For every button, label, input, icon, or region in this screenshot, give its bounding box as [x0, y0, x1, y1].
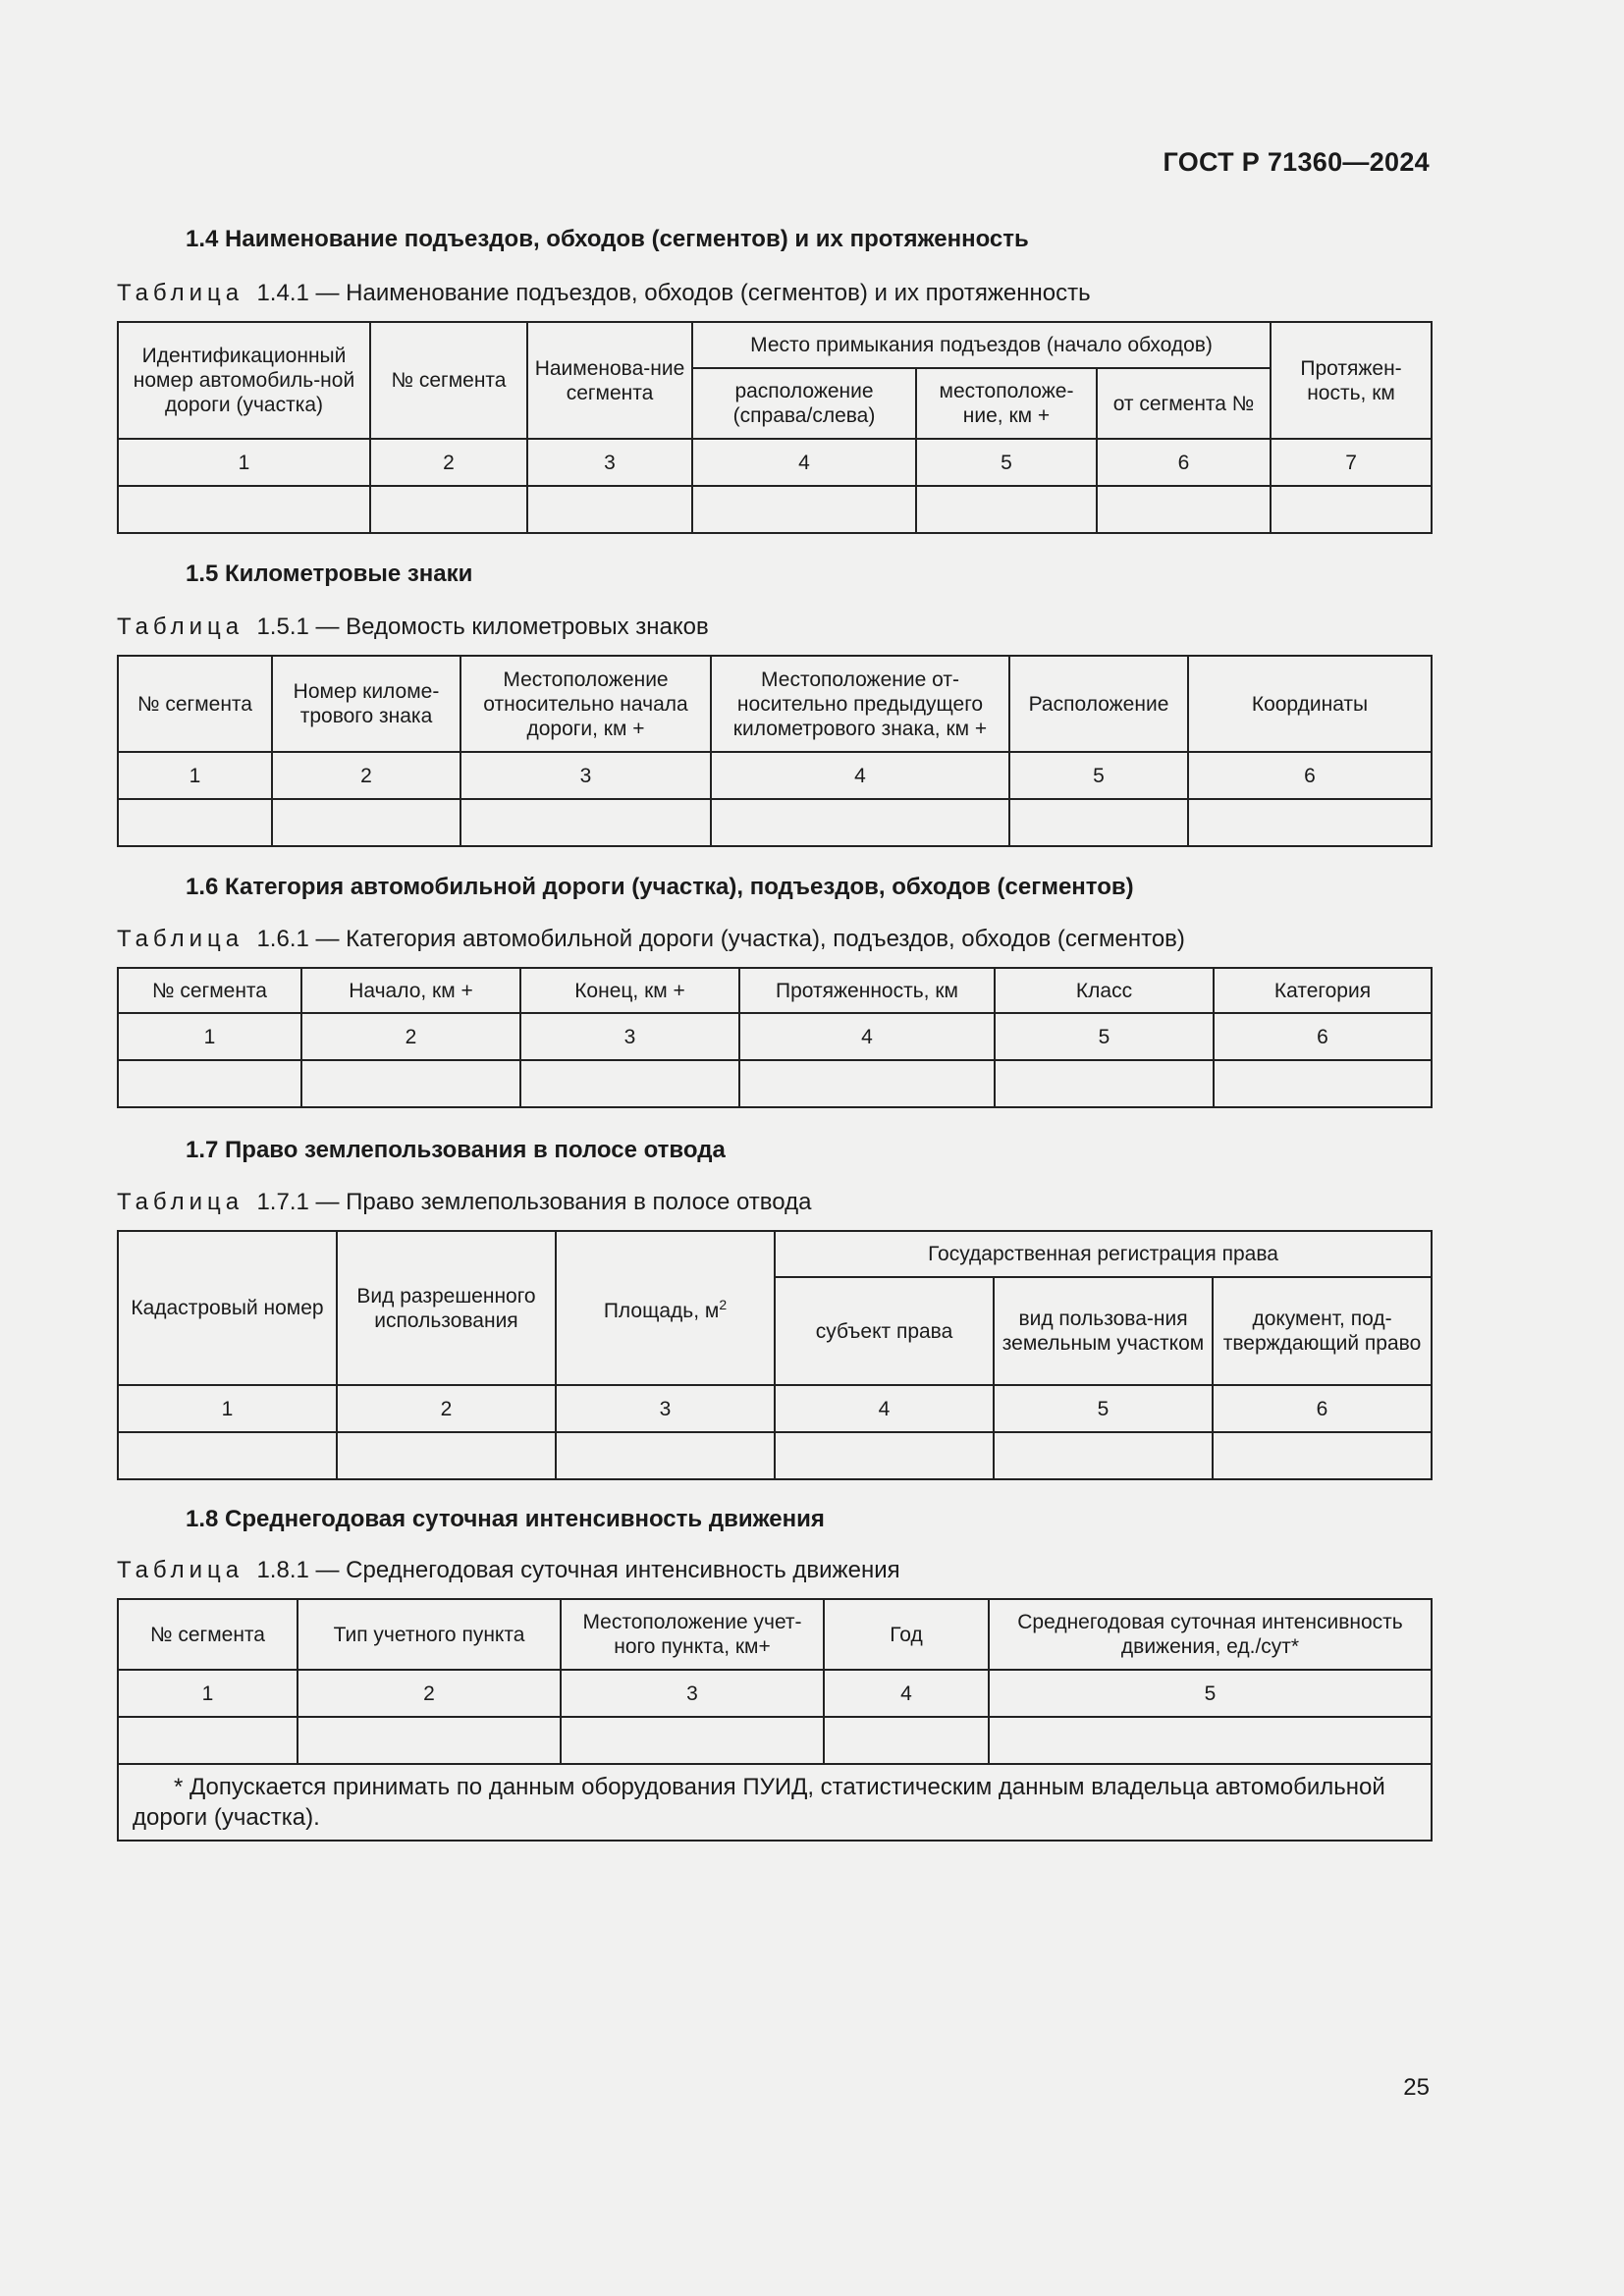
caption-text: 1.7.1 — Право землепользования в полосе отвода	[256, 1189, 812, 1215]
empty-cell	[1271, 486, 1432, 533]
column-number: 2	[301, 1013, 520, 1060]
table-1-8-1	[117, 1598, 1433, 1842]
column-number: 3	[527, 439, 692, 486]
column-number: 4	[711, 752, 1009, 799]
caption-text: 1.8.1 — Среднегодовая суточная интенсивность движения	[256, 1557, 900, 1583]
section-heading-1-5: 1.5 Километровые знаки	[186, 561, 473, 587]
empty-cell	[118, 1060, 301, 1107]
empty-cell	[1188, 799, 1432, 846]
caption-word: Таблица	[117, 1189, 244, 1215]
empty-cell	[118, 1717, 298, 1764]
empty-cell	[739, 1060, 995, 1107]
caption-word: Таблица	[117, 1557, 244, 1583]
table-caption-1-8-1	[117, 1557, 900, 1584]
header-km-sign-number: Номер киломе-трового знака	[272, 656, 460, 752]
header-land-use-type: вид пользова-ния земельным участком	[994, 1277, 1213, 1385]
header-category: Категория	[1214, 968, 1432, 1013]
column-number: 6	[1213, 1385, 1432, 1432]
table-row	[118, 799, 1432, 846]
column-number: 2	[272, 752, 460, 799]
header-segment-number: № сегмента	[118, 1599, 298, 1670]
caption-word: Таблица	[117, 926, 244, 952]
header-average-intensity: Среднегодовая суточная интенсивность движения, ед./сут*	[989, 1599, 1432, 1670]
empty-cell	[1214, 1060, 1432, 1107]
empty-cell	[527, 486, 692, 533]
header-from-segment: от сегмента №	[1097, 368, 1271, 439]
empty-cell	[298, 1717, 561, 1764]
header-segment-number: № сегмента	[118, 968, 301, 1013]
header-segment-number: № сегмента	[370, 322, 527, 439]
section-heading-1-4: 1.4 Наименование подъездов, обходов (сегментов) и их протяженность	[186, 226, 1029, 252]
footnote-text: * Допускается принимать по данным оборудования ПУИД, статистическим данным владельца автомобильной дороги (участка).	[133, 1774, 1385, 1831]
header-junction-group: Место примыкания подъездов (начало обходов)	[692, 322, 1271, 368]
header-length: Протяжен-ность, км	[1271, 322, 1432, 439]
header-length: Протяженность, км	[739, 968, 995, 1013]
column-number: 1	[118, 1013, 301, 1060]
column-number: 4	[824, 1670, 989, 1717]
empty-cell	[118, 799, 272, 846]
empty-cell	[118, 486, 370, 533]
column-number: 5	[995, 1013, 1214, 1060]
column-number: 1	[118, 439, 370, 486]
section-heading-1-7: 1.7 Право землепользования в полосе отвода	[186, 1137, 726, 1163]
document-standard-header: ГОСТ Р 71360—2024	[1163, 147, 1430, 177]
header-counting-point-location: Местоположение учет-ного пункта, км+	[561, 1599, 824, 1670]
header-end-km: Конец, км +	[520, 968, 739, 1013]
table-caption-1-6-1	[117, 926, 1185, 953]
caption-text: 1.5.1 — Ведомость километровых знаков	[256, 614, 709, 640]
column-number: 6	[1214, 1013, 1432, 1060]
header-year: Год	[824, 1599, 989, 1670]
empty-cell	[1213, 1432, 1432, 1479]
empty-cell	[824, 1717, 989, 1764]
column-number: 3	[460, 752, 711, 799]
empty-cell	[272, 799, 460, 846]
header-right-holder: субъект права	[775, 1277, 994, 1385]
empty-cell	[1009, 799, 1188, 846]
empty-cell	[370, 486, 527, 533]
column-number: 1	[118, 1385, 337, 1432]
empty-cell	[301, 1060, 520, 1107]
table-row	[118, 486, 1432, 533]
page-number: 25	[1403, 2074, 1430, 2101]
empty-cell	[916, 486, 1097, 533]
table-caption-1-7-1	[117, 1189, 811, 1216]
empty-cell	[118, 1432, 337, 1479]
header-location-from-start: Местоположение относительно начала дороги, км +	[460, 656, 711, 752]
empty-cell	[989, 1717, 1432, 1764]
section-heading-1-6: 1.6 Категория автомобильной дороги (участка), подъездов, обходов (сегментов)	[186, 874, 1134, 900]
header-confirming-document: документ, под-тверждающий право	[1213, 1277, 1432, 1385]
table-1-4-1	[117, 321, 1433, 534]
empty-cell	[556, 1432, 775, 1479]
table-row	[118, 1432, 1432, 1479]
column-number: 4	[692, 439, 916, 486]
header-segment-name: Наименова-ние сегмента	[527, 322, 692, 439]
header-road-id: Идентификационный номер автомобиль-ной дороги (участка)	[118, 322, 370, 439]
table-row	[118, 1717, 1432, 1764]
column-number: 5	[989, 1670, 1432, 1717]
column-number: 5	[916, 439, 1097, 486]
column-number: 1	[118, 1670, 298, 1717]
header-area	[556, 1231, 775, 1385]
column-number: 4	[739, 1013, 995, 1060]
empty-cell	[775, 1432, 994, 1479]
header-counting-point-type: Тип учетного пункта	[298, 1599, 561, 1670]
table-row	[118, 1060, 1432, 1107]
area-label: Площадь, м	[603, 1300, 720, 1322]
header-location-km: местоположе-ние, км +	[916, 368, 1097, 439]
header-permitted-use: Вид разрешенного использования	[337, 1231, 556, 1385]
empty-cell	[337, 1432, 556, 1479]
table-caption-1-5-1	[117, 614, 709, 641]
header-segment-number: № сегмента	[118, 656, 272, 752]
caption-word: Таблица	[117, 614, 244, 640]
empty-cell	[1097, 486, 1271, 533]
column-number: 3	[561, 1670, 824, 1717]
column-number: 2	[298, 1670, 561, 1717]
empty-cell	[995, 1060, 1214, 1107]
header-start-km: Начало, км +	[301, 968, 520, 1013]
column-number: 3	[520, 1013, 739, 1060]
column-number: 4	[775, 1385, 994, 1432]
area-unit-superscript: 2	[719, 1297, 728, 1312]
column-number: 7	[1271, 439, 1432, 486]
caption-text: 1.4.1 — Наименование подъездов, обходов (сегментов) и их протяженность	[256, 280, 1091, 306]
column-number: 2	[337, 1385, 556, 1432]
column-number: 5	[1009, 752, 1188, 799]
table-1-7-1	[117, 1230, 1433, 1480]
table-footnote	[118, 1764, 1432, 1841]
header-placement: Расположение	[1009, 656, 1188, 752]
header-side: расположение (справа/слева)	[692, 368, 916, 439]
header-cadastral-number: Кадастровый номер	[118, 1231, 337, 1385]
header-state-registration-group: Государственная регистрация права	[775, 1231, 1432, 1277]
caption-word: Таблица	[117, 280, 244, 306]
empty-cell	[711, 799, 1009, 846]
column-number: 3	[556, 1385, 775, 1432]
table-1-5-1	[117, 655, 1433, 847]
table-1-6-1	[117, 967, 1433, 1108]
header-location-from-previous: Местоположение от-носительно предыдущего километрового знака, км +	[711, 656, 1009, 752]
table-caption-1-4-1	[117, 280, 1091, 307]
header-coordinates: Координаты	[1188, 656, 1432, 752]
empty-cell	[520, 1060, 739, 1107]
column-number: 6	[1097, 439, 1271, 486]
empty-cell	[692, 486, 916, 533]
empty-cell	[561, 1717, 824, 1764]
header-class: Класс	[995, 968, 1214, 1013]
empty-cell	[994, 1432, 1213, 1479]
section-heading-1-8: 1.8 Среднегодовая суточная интенсивность движения	[186, 1506, 825, 1532]
empty-cell	[460, 799, 711, 846]
caption-text: 1.6.1 — Категория автомобильной дороги (участка), подъездов, обходов (сегментов)	[256, 926, 1185, 952]
column-number: 1	[118, 752, 272, 799]
column-number: 2	[370, 439, 527, 486]
column-number: 6	[1188, 752, 1432, 799]
column-number: 5	[994, 1385, 1213, 1432]
